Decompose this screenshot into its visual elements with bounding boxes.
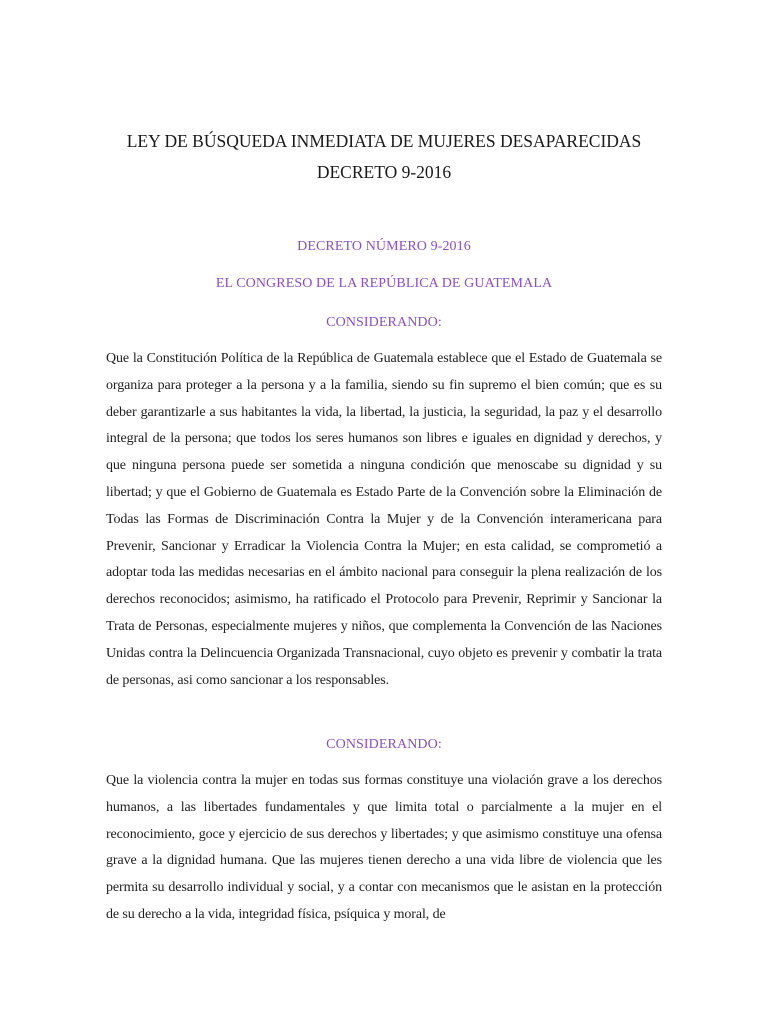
document-subtitle: DECRETO 9-2016 — [316, 162, 452, 182]
decree-number-heading: DECRETO NÚMERO 9-2016 — [297, 239, 471, 254]
considerando-heading-1: CONSIDERANDO: — [326, 315, 442, 330]
document-title: LEY DE BÚSQUEDA INMEDIATA DE MUJERES DESAPARECIDAS — [126, 131, 642, 151]
considerando-paragraph-1: Que la Constitución Política de la República de Guatemala establece que el Estado de Guatemala se organiza para proteger a la persona y a la familia, siendo su fin supremo el bien común; que es su deber garantizarle a sus habitantes la vida, la libertad, la justicia, la seguridad, la paz y el desarrollo integral de la persona; que todos los seres humanos son libres e iguales en dignidad y derechos, y que ninguna persona puede ser sometida a ninguna condición que menoscabe su dignidad y su libertad; y que el Gobierno de Guatemala es Estado Parte de la Convención sobre la Eliminación de Todas las Formas de Discriminación Contra la Mujer y de la Convención interamericana para Prevenir, Sancionar y Erradicar la Violencia Contra la Mujer; en esta calidad, se comprometió a adoptar toda las medidas necesarias en el ámbito nacional para conseguir la plena realización de los derechos reconocidos; asimismo, ha ratificado el Protocolo para Prevenir, Reprimir y Sancionar la Trata de Personas, especialmente mujeres y niños, que complementa la Convención de las Naciones Unidas contra la Delincuencia Organizada Transnacional, cuyo objeto es prevenir y combatir la trata de personas, asi como sancionar a los responsables. — [106, 351, 662, 688]
congress-heading: EL CONGRESO DE LA REPÚBLICA DE GUATEMALA — [215, 276, 553, 291]
considerando-heading-2: CONSIDERANDO: — [326, 737, 442, 752]
considerando-paragraph-2: Que la violencia contra la mujer en todas sus formas constituye una violación grave a los derechos humanos, a las libertades fundamentales y que limita total o parcialmente a la mujer en el reconocimiento, goce y ejercicio de sus derechos y libertades; y que asimismo constituye una ofensa grave a la dignidad humana. Que las mujeres tienen derecho a una vida libre de violencia que les permita su desarrollo individual y social, y a contar con mecanismos que le asistan en la protección de su derecho a la vida, integridad física, psíquica y moral, de — [106, 773, 662, 922]
